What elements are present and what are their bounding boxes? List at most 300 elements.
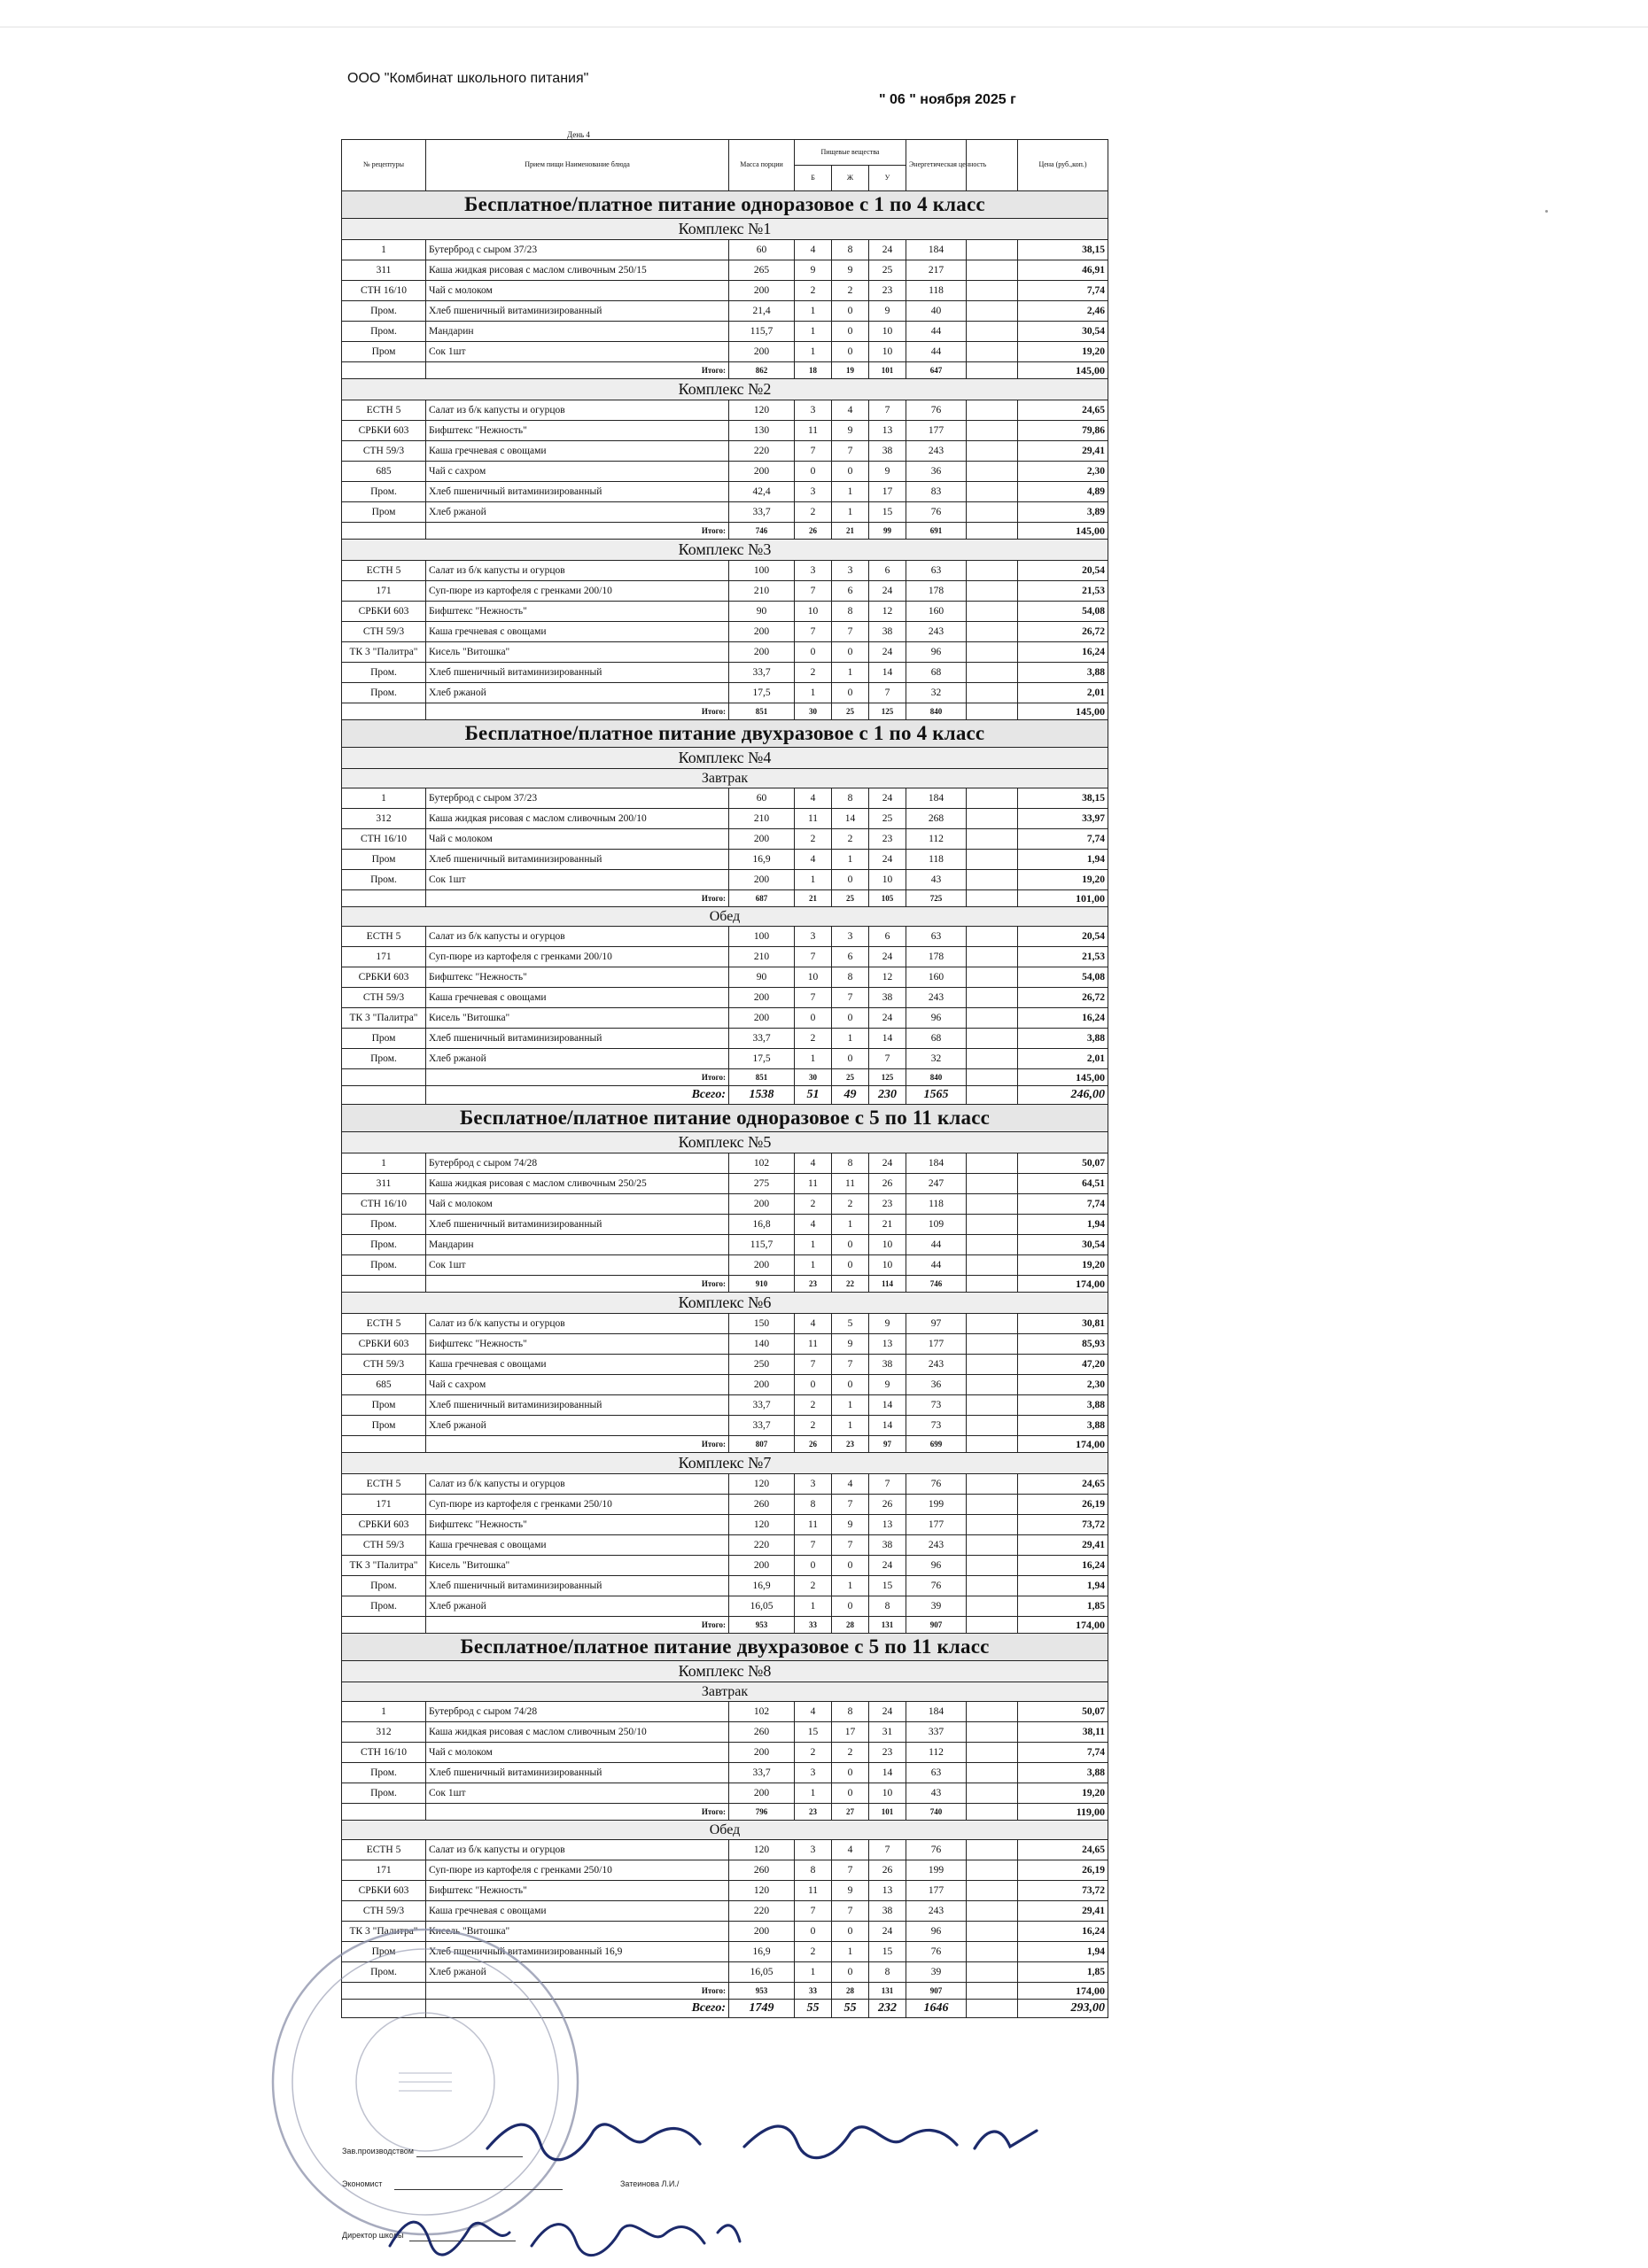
portion-mass: 16,9 [729,850,795,870]
complex-title: Комплекс №1 [342,219,1108,240]
recipe-code: СРБКИ 603 [342,602,426,622]
recipe-code: СТН 59/3 [342,1535,426,1556]
dish-name: Кисель "Витошка" [426,642,729,663]
blank-cell [967,1174,1018,1194]
protein-value: 7 [795,581,832,602]
organization-name: ООО "Комбинат школьного питания" [347,71,589,86]
portion-mass: 90 [729,602,795,622]
dish-row [342,1515,1108,1535]
recipe-code: СТН 16/10 [342,281,426,301]
total-energy: 740 [906,1804,967,1821]
fat-value: 8 [832,240,869,260]
total-protein: 30 [795,1069,832,1086]
price-value: 38,11 [1018,1722,1108,1743]
fat-value: 0 [832,342,869,362]
dish-name: Хлеб пшеничный витаминизированный [426,1576,729,1596]
protein-value: 1 [795,1596,832,1617]
price-value: 2,01 [1018,683,1108,703]
carbs-value: 13 [869,421,906,441]
total-price: 119,00 [1018,1804,1108,1821]
dish-name: Бутерброд с сыром 37/23 [426,788,729,809]
recipe-code: СРБКИ 603 [342,421,426,441]
portion-mass: 275 [729,1174,795,1194]
dish-name: Бутерброд с сыром 74/28 [426,1702,729,1722]
total-label: Итого: [426,523,729,540]
fat-value: 5 [832,1314,869,1334]
total-label: Итого: [426,890,729,907]
protein-value: 2 [795,502,832,523]
recipe-code: 1 [342,1153,426,1174]
fat-value: 1 [832,482,869,502]
fat-value: 0 [832,642,869,663]
recipe-code: 171 [342,947,426,967]
energy-value: 44 [906,342,967,362]
recipe-code: ТК 3 "Палитра" [342,642,426,663]
dish-name: Каша гречневая с овощами [426,441,729,462]
carbs-value: 38 [869,988,906,1008]
blank-cell [967,1416,1018,1436]
energy-value: 68 [906,1029,967,1049]
fat-value: 0 [832,462,869,482]
dish-name: Хлеб пшеничный витаминизированный [426,482,729,502]
dish-row [342,1194,1108,1215]
energy-value: 43 [906,870,967,890]
dish-name: Мандарин [426,1235,729,1255]
protein-value: 2 [795,281,832,301]
blank-cell [967,1702,1018,1722]
portion-mass: 33,7 [729,502,795,523]
portion-mass: 200 [729,1783,795,1804]
total-fat: 23 [832,1436,869,1453]
recipe-code: Пром. [342,683,426,703]
price-value: 38,15 [1018,788,1108,809]
price-value: 85,93 [1018,1334,1108,1355]
complex-row [342,540,1108,561]
carbs-value: 13 [869,1334,906,1355]
blank-cell [967,1535,1018,1556]
complex-row [342,219,1108,240]
recipe-code: СРБКИ 603 [342,1881,426,1901]
carbs-value: 7 [869,1474,906,1495]
total-fat: 21 [832,523,869,540]
recipe-code: Пром. [342,1962,426,1983]
energy-value: 39 [906,1596,967,1617]
protein-value: 2 [795,663,832,683]
energy-value: 96 [906,1008,967,1029]
portion-mass: 200 [729,1008,795,1029]
blank-cell [967,421,1018,441]
carbs-value: 24 [869,1702,906,1722]
meal-row [342,1682,1108,1702]
energy-value: 44 [906,1235,967,1255]
protein-value: 0 [795,1008,832,1029]
fat-value: 9 [832,1881,869,1901]
recipe-code: 1 [342,1702,426,1722]
recipe-code: Пром [342,1395,426,1416]
carbs-value: 12 [869,602,906,622]
price-value: 16,24 [1018,1922,1108,1942]
total-fat: 25 [832,890,869,907]
portion-mass: 220 [729,1535,795,1556]
energy-value: 63 [906,1763,967,1783]
total-label: Итого: [426,1983,729,2000]
dish-row [342,482,1108,502]
energy-value: 178 [906,581,967,602]
total-carbs: 97 [869,1436,906,1453]
recipe-code: ЕСТН 5 [342,400,426,421]
blank-cell [967,1722,1018,1743]
total-protein: 33 [795,1617,832,1634]
total-row [342,1276,1108,1293]
recipe-code: СТН 59/3 [342,1901,426,1922]
recipe-code: Пром. [342,663,426,683]
total-carbs: 114 [869,1276,906,1293]
portion-mass: 200 [729,1255,795,1276]
fat-value: 11 [832,1174,869,1194]
price-value: 20,54 [1018,927,1108,947]
dish-name: Каша жидкая рисовая с маслом сливочным 250/10 [426,1722,729,1743]
section-title: Бесплатное/платное питание двухразовое с 1 по 4 класс [342,720,1108,748]
price-value: 38,15 [1018,240,1108,260]
carbs-value: 38 [869,441,906,462]
total-energy: 725 [906,890,967,907]
blank-cell [967,1153,1018,1174]
blank-cell [967,322,1018,342]
portion-mass: 100 [729,927,795,947]
blank-cell [967,441,1018,462]
section-title: Бесплатное/платное питание одноразовое с 5 по 11 класс [342,1105,1108,1132]
carbs-value: 14 [869,1763,906,1783]
meal-title: Обед [342,1821,1108,1840]
complex-row [342,1453,1108,1474]
carbs-value: 6 [869,561,906,581]
dish-row [342,1576,1108,1596]
dish-name: Бифштекс "Нежность" [426,602,729,622]
carbs-value: 9 [869,462,906,482]
header-portion-mass: Масса порции [729,140,795,191]
protein-value: 0 [795,462,832,482]
protein-value: 4 [795,1314,832,1334]
recipe-code: СТН 16/10 [342,1194,426,1215]
fat-value: 0 [832,1235,869,1255]
fat-value: 9 [832,421,869,441]
total-carbs: 105 [869,890,906,907]
protein-value: 1 [795,1049,832,1069]
blank-cell [967,988,1018,1008]
price-value: 4,89 [1018,482,1108,502]
grand-total-carbs: 232 [869,2000,906,2018]
portion-mass: 220 [729,441,795,462]
dish-row [342,1029,1108,1049]
price-value: 16,24 [1018,642,1108,663]
dish-row [342,663,1108,683]
recipe-code: СТН 59/3 [342,1355,426,1375]
protein-value: 4 [795,1215,832,1235]
total-protein: 26 [795,1436,832,1453]
fat-value: 1 [832,663,869,683]
price-value: 73,72 [1018,1515,1108,1535]
carbs-value: 21 [869,1215,906,1235]
recipe-code: Пром [342,1029,426,1049]
grand-total-carbs: 230 [869,1086,906,1105]
price-value: 3,88 [1018,1763,1108,1783]
dish-name: Хлеб пшеничный витаминизированный [426,1029,729,1049]
total-label: Итого: [426,1069,729,1086]
protein-value: 4 [795,850,832,870]
protein-value: 15 [795,1722,832,1743]
dish-row [342,1355,1108,1375]
price-value: 79,86 [1018,421,1108,441]
portion-mass: 200 [729,988,795,1008]
portion-mass: 200 [729,1194,795,1215]
dish-row [342,421,1108,441]
dish-name: Хлеб ржаной [426,1596,729,1617]
blank-cell [967,1029,1018,1049]
recipe-code: Пром. [342,1235,426,1255]
price-value: 3,89 [1018,502,1108,523]
price-value: 1,94 [1018,1942,1108,1962]
blank-cell [967,1556,1018,1576]
production-head-signature [478,2113,1116,2166]
portion-mass: 102 [729,1702,795,1722]
protein-value: 7 [795,947,832,967]
recipe-code: Пром. [342,1763,426,1783]
recipe-code: СРБКИ 603 [342,1515,426,1535]
total-carbs: 131 [869,1617,906,1634]
total-energy: 746 [906,1276,967,1293]
dish-name: Каша жидкая рисовая с маслом сливочным 200/10 [426,809,729,829]
dish-name: Хлеб пшеничный витаминизированный [426,850,729,870]
recipe-code: Пром [342,342,426,362]
recipe-code: 171 [342,1860,426,1881]
price-value: 3,88 [1018,1395,1108,1416]
protein-value: 3 [795,400,832,421]
fat-value: 1 [832,1395,869,1416]
price-value: 26,72 [1018,622,1108,642]
recipe-code: 312 [342,1722,426,1743]
price-value: 54,08 [1018,967,1108,988]
blank-cell [967,1255,1018,1276]
fat-value: 0 [832,1596,869,1617]
carbs-value: 14 [869,663,906,683]
header-price: Цена (руб.,коп.) [1018,140,1108,191]
total-blank [342,362,426,379]
total-energy: 840 [906,703,967,720]
price-value: 26,19 [1018,1495,1108,1515]
fat-value: 7 [832,1901,869,1922]
energy-value: 36 [906,1375,967,1395]
portion-mass: 220 [729,1901,795,1922]
dish-name: Бифштекс "Нежность" [426,1881,729,1901]
blank-cell [967,342,1018,362]
complex-row [342,379,1108,400]
fat-value: 7 [832,1535,869,1556]
economist-line [394,2189,563,2190]
energy-value: 199 [906,1495,967,1515]
total-fat: 28 [832,1983,869,2000]
blank-cell [967,301,1018,322]
dish-row [342,322,1108,342]
recipe-code: Пром [342,1416,426,1436]
dish-row [342,1860,1108,1881]
fat-value: 7 [832,1860,869,1881]
header-carbs: У [869,166,906,191]
dish-row [342,561,1108,581]
carbs-value: 15 [869,1942,906,1962]
energy-value: 96 [906,1556,967,1576]
total-blank [342,703,426,720]
energy-value: 83 [906,482,967,502]
portion-mass: 120 [729,1840,795,1860]
fat-value: 0 [832,870,869,890]
recipe-code: Пром. [342,870,426,890]
fat-value: 4 [832,1840,869,1860]
dish-row [342,1556,1108,1576]
energy-value: 76 [906,1840,967,1860]
carbs-value: 14 [869,1029,906,1049]
portion-mass: 260 [729,1495,795,1515]
carbs-value: 6 [869,927,906,947]
energy-value: 73 [906,1416,967,1436]
carbs-value: 13 [869,1881,906,1901]
dish-name: Суп-пюре из картофеля с гренками 250/10 [426,1495,729,1515]
blank-cell [967,683,1018,703]
dish-row [342,1235,1108,1255]
dish-name: Сок 1шт [426,342,729,362]
recipe-code: СРБКИ 603 [342,967,426,988]
energy-value: 96 [906,642,967,663]
carbs-value: 24 [869,1922,906,1942]
carbs-value: 14 [869,1416,906,1436]
fat-value: 6 [832,947,869,967]
total-row [342,1617,1108,1634]
portion-mass: 90 [729,967,795,988]
dish-row [342,1881,1108,1901]
dish-row [342,850,1108,870]
carbs-value: 7 [869,1049,906,1069]
total-energy: 699 [906,1436,967,1453]
header-nutrients: Пищевые вещества [795,140,906,166]
carbs-value: 10 [869,1235,906,1255]
portion-mass: 140 [729,1334,795,1355]
blank-cell [967,663,1018,683]
dish-name: Каша гречневая с овощами [426,1355,729,1375]
dish-name: Суп-пюре из картофеля с гренками 200/10 [426,947,729,967]
protein-value: 4 [795,1702,832,1722]
total-row [342,523,1108,540]
dish-row [342,809,1108,829]
complex-row [342,1293,1108,1314]
recipe-code: ЕСТН 5 [342,1314,426,1334]
director-signature [381,2206,753,2259]
total-carbs: 131 [869,1983,906,2000]
total-blank [342,523,426,540]
dish-row [342,1495,1108,1515]
price-value: 47,20 [1018,1355,1108,1375]
energy-value: 243 [906,441,967,462]
carbs-value: 38 [869,622,906,642]
blank-cell [967,1314,1018,1334]
dish-name: Сок 1шт [426,1255,729,1276]
production-head-label: Зав.производством [342,2147,414,2155]
dish-name: Бифштекс "Нежность" [426,967,729,988]
blank-cell [967,622,1018,642]
fat-value: 0 [832,1922,869,1942]
complex-title: Комплекс №6 [342,1293,1108,1314]
portion-mass: 33,7 [729,1416,795,1436]
fat-value: 1 [832,1942,869,1962]
blank-cell [967,482,1018,502]
fat-value: 1 [832,1576,869,1596]
dish-name: Суп-пюре из картофеля с гренками 200/10 [426,581,729,602]
fat-value: 7 [832,1355,869,1375]
price-value: 7,74 [1018,829,1108,850]
grand-total-price: 246,00 [1018,1086,1108,1105]
fat-value: 0 [832,1255,869,1276]
total-price: 174,00 [1018,1276,1108,1293]
recipe-code: ТК 3 "Палитра" [342,1008,426,1029]
energy-value: 40 [906,301,967,322]
portion-mass: 265 [729,260,795,281]
fat-value: 2 [832,281,869,301]
dish-row [342,927,1108,947]
recipe-code: 1 [342,788,426,809]
fat-value: 0 [832,1962,869,1983]
carbs-value: 24 [869,642,906,663]
protein-value: 7 [795,1901,832,1922]
total-mass: 746 [729,523,795,540]
price-value: 30,54 [1018,322,1108,342]
dish-row [342,1416,1108,1436]
carbs-value: 23 [869,281,906,301]
fat-value: 8 [832,788,869,809]
carbs-value: 24 [869,850,906,870]
total-blank [342,1436,426,1453]
portion-mass: 150 [729,1314,795,1334]
grand-total-protein: 51 [795,1086,832,1105]
price-value: 24,65 [1018,1474,1108,1495]
protein-value: 10 [795,967,832,988]
protein-value: 11 [795,1881,832,1901]
recipe-code: Пром. [342,301,426,322]
energy-value: 268 [906,809,967,829]
protein-value: 1 [795,1962,832,1983]
blank-cell [967,788,1018,809]
blank-cell [967,1375,1018,1395]
carbs-value: 17 [869,482,906,502]
price-value: 30,54 [1018,1235,1108,1255]
dish-row [342,301,1108,322]
blank-cell [967,1596,1018,1617]
portion-mass: 210 [729,809,795,829]
total-row [342,890,1108,907]
dish-row [342,1901,1108,1922]
recipe-code: ЕСТН 5 [342,1840,426,1860]
price-value: 29,41 [1018,1901,1108,1922]
energy-value: 177 [906,1334,967,1355]
protein-value: 2 [795,1194,832,1215]
fat-value: 1 [832,1416,869,1436]
portion-mass: 115,7 [729,1235,795,1255]
energy-value: 184 [906,1702,967,1722]
fat-value: 8 [832,1702,869,1722]
dish-name: Хлеб ржаной [426,1049,729,1069]
section-title: Бесплатное/платное питание двухразовое с 5 по 11 класс [342,1634,1108,1661]
complex-title: Комплекс №8 [342,1661,1108,1682]
dish-row [342,1314,1108,1334]
grand-total-label: Всего: [426,2000,729,2018]
dish-name: Каша гречневая с овощами [426,988,729,1008]
